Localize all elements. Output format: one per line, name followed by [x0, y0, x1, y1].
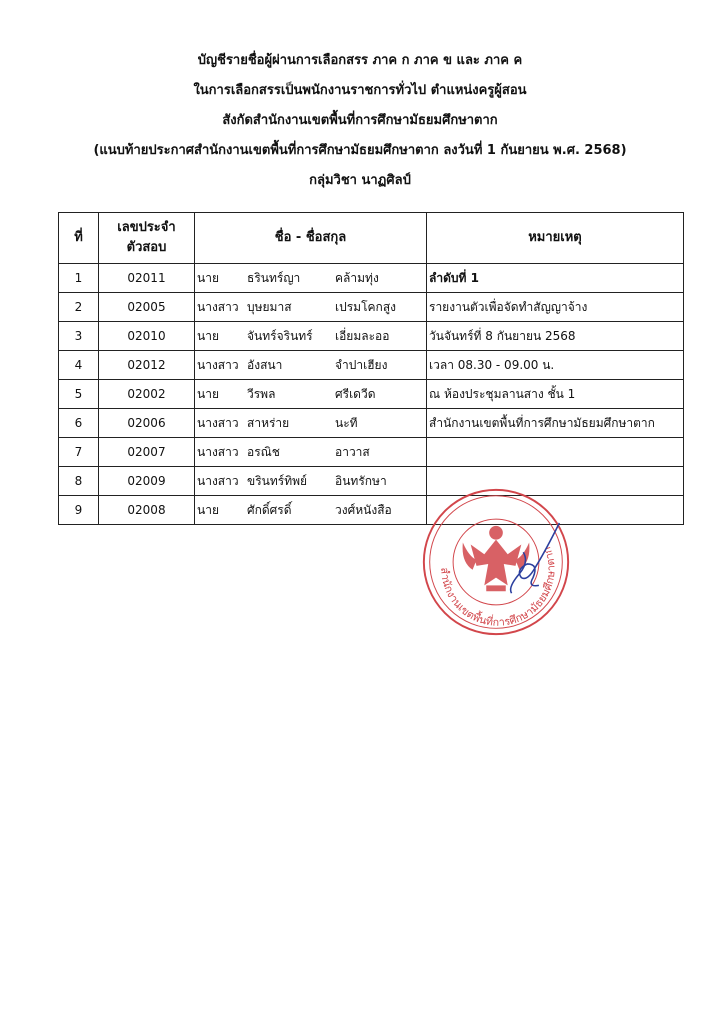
last-name: เอี่ยมละออ [335, 328, 390, 343]
exam-id: 02009 [99, 467, 195, 496]
remark: ลำดับที่ 1 [427, 264, 684, 293]
table-row [59, 409, 684, 438]
remark: เวลา 08.30 - 09.00 น. [427, 351, 684, 380]
last-name: นะที [335, 415, 358, 430]
exam-id: 02008 [99, 496, 195, 525]
table-row [59, 264, 684, 293]
name-prefix: นาย [197, 502, 219, 517]
document-header [0, 46, 720, 196]
first-name: ศักดิ์ศรดิ์ [247, 502, 292, 517]
remark: วันจันทร์ที่ 8 กันยายน 2568 [427, 322, 684, 351]
table-row [59, 293, 684, 322]
row-number: 9 [59, 496, 99, 525]
last-name: อินทรักษา [335, 473, 387, 488]
last-name: คล้ามทุ่ง [335, 270, 379, 285]
garuda-emblem-icon [463, 526, 530, 591]
title-line-1: บัญชีรายชื่อผู้ผ่านการเลือกสรร ภาค ก ภาค ข และ ภาค ค [197, 53, 523, 68]
first-name: วีรพล [247, 386, 276, 401]
row-number: 4 [59, 351, 99, 380]
header-name: ชื่อ - ชื่อสกุล [195, 213, 427, 264]
name-prefix: นางสาว [197, 444, 239, 459]
full-name [195, 438, 427, 467]
exam-id: 02007 [99, 438, 195, 467]
exam-id: 02010 [99, 322, 195, 351]
candidate-table [58, 212, 684, 525]
full-name [195, 409, 427, 438]
full-name [195, 322, 427, 351]
exam-id: 02006 [99, 409, 195, 438]
last-name: ศรีเดวีด [335, 386, 376, 401]
table-row [59, 380, 684, 409]
name-prefix: นางสาว [197, 473, 239, 488]
name-prefix: นางสาว [197, 299, 239, 314]
first-name: อังสนา [247, 357, 283, 372]
row-number: 8 [59, 467, 99, 496]
full-name [195, 351, 427, 380]
remark: ณ ห้องประชุมลานสาง ชั้น 1 [427, 380, 684, 409]
full-name [195, 293, 427, 322]
title-line-3: สังกัดสำนักงานเขตพื้นที่การศึกษามัธยมศึกษาตาก [222, 113, 498, 128]
first-name: ขรินทร์ทิพย์ [247, 473, 308, 488]
exam-id: 02002 [99, 380, 195, 409]
header-exam-id [99, 213, 195, 264]
row-number: 1 [59, 264, 99, 293]
name-prefix: นาย [197, 386, 219, 401]
name-prefix: นางสาว [197, 415, 239, 430]
first-name: อรณิช [247, 444, 280, 459]
header-no: ที่ [59, 213, 99, 264]
last-name: เปรมโคกสูง [335, 299, 396, 314]
full-name [195, 467, 427, 496]
header-exam-id-line2: ตัวสอบ [126, 240, 167, 255]
subject-group: กลุ่มวิชา นาฏศิลป์ [309, 173, 411, 188]
last-name: วงศ์หนังสือ [335, 502, 392, 517]
name-prefix: นาย [197, 270, 219, 285]
full-name [195, 264, 427, 293]
exam-id: 02005 [99, 293, 195, 322]
remark: รายงานตัวเพื่อจัดทำสัญญาจ้าง [427, 293, 684, 322]
full-name [195, 380, 427, 409]
table-row [59, 496, 684, 525]
row-number: 2 [59, 293, 99, 322]
table-row [59, 322, 684, 351]
remark: สำนักงานเขตพื้นที่การศึกษามัธยมศึกษาตาก [427, 409, 684, 438]
first-name: ธรินทร์ญา [247, 270, 301, 285]
official-seal [418, 484, 574, 640]
row-number: 7 [59, 438, 99, 467]
first-name: บุษยมาส [247, 299, 292, 314]
title-line-2: ในการเลือกสรรเป็นพนักงานราชการทั่วไป ตำแหน่งครูผู้สอน [193, 83, 527, 98]
remark [427, 438, 684, 467]
header-remark: หมายเหตุ [427, 213, 684, 264]
title-line-4: (แนบท้ายประกาศสำนักงานเขตพื้นที่การศึกษามัธยมศึกษาตาก ลงวันที่ 1 กันยายน พ.ศ. 2568) [93, 143, 627, 158]
first-name: สาหร่าย [247, 415, 290, 430]
exam-id: 02011 [99, 264, 195, 293]
table-row [59, 467, 684, 496]
exam-id: 02012 [99, 351, 195, 380]
header-exam-id-line1: เลขประจำ [117, 220, 176, 235]
name-prefix: นาย [197, 328, 219, 343]
first-name: จันทร์จรินทร์ [247, 328, 313, 343]
row-number: 5 [59, 380, 99, 409]
row-number: 3 [59, 322, 99, 351]
full-name [195, 496, 427, 525]
seal-text: สำนักงานเขตพื้นที่การศึกษามัธยมศึกษาตาก [438, 545, 558, 629]
table-header-row [59, 213, 684, 264]
table-row [59, 351, 684, 380]
table-row [59, 438, 684, 467]
row-number: 6 [59, 409, 99, 438]
last-name: จำปาเฮียง [335, 357, 388, 372]
name-prefix: นางสาว [197, 357, 239, 372]
last-name: อาวาส [335, 444, 370, 459]
